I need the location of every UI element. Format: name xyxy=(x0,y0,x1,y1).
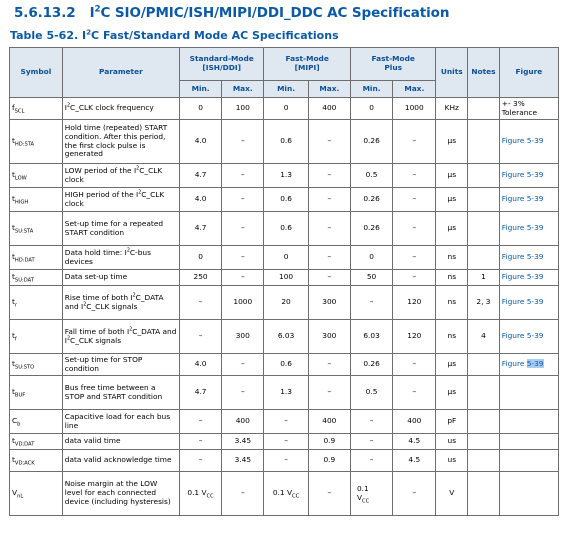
value-cell: 0.1 $V_{CC}$ xyxy=(350,472,392,516)
value-cell: 4.0 xyxy=(179,354,221,376)
units-cell: ns xyxy=(436,270,468,286)
value-cell: – xyxy=(222,472,264,516)
value-cell: – xyxy=(393,354,436,376)
value-cell: 300 xyxy=(222,320,264,354)
figure-link[interactable]: Figure 5-39 xyxy=(499,188,558,212)
value-cell: 0.6 xyxy=(264,354,308,376)
header-standard-mode: Standard-Mode [ISH/DDI] xyxy=(179,48,263,81)
value-cell: 20 xyxy=(264,286,308,320)
units-cell: pF xyxy=(436,410,468,434)
parameter-cell: Bus free time between a STOP and START condition xyxy=(62,376,179,410)
figure-link[interactable]: Figure 5-39 xyxy=(499,212,558,246)
value-cell: 50 xyxy=(350,270,392,286)
figure-link[interactable]: Figure 5-39 xyxy=(499,354,558,376)
units-cell: ns xyxy=(436,320,468,354)
ac-spec-table xyxy=(9,47,559,516)
figure-cell xyxy=(499,472,558,516)
parameter-cell: data valid time xyxy=(62,434,179,450)
table-row xyxy=(10,434,559,450)
figure-cell xyxy=(499,450,558,472)
value-cell: 100 xyxy=(264,270,308,286)
figure-link[interactable]: Figure 5-39 xyxy=(499,286,558,320)
value-cell: – xyxy=(179,286,221,320)
value-cell: – xyxy=(308,270,350,286)
value-cell: – xyxy=(393,188,436,212)
value-cell: 0.26 xyxy=(350,212,392,246)
symbol-cell: $t_r$ xyxy=(10,286,63,320)
table-row xyxy=(10,212,559,246)
value-cell: – xyxy=(179,450,221,472)
units-cell: µs xyxy=(436,376,468,410)
value-cell: 0 xyxy=(350,246,392,270)
value-cell: 0.26 xyxy=(350,120,392,164)
value-cell: 0.1 $V_{CC}$ xyxy=(179,472,221,516)
value-cell: 0 xyxy=(264,98,308,120)
section-title xyxy=(14,5,449,21)
table-row xyxy=(10,320,559,354)
value-cell: – xyxy=(222,246,264,270)
value-cell: 0.9 xyxy=(308,434,350,450)
parameter-cell: HIGH period of the $I^2C\_CLK$ clock xyxy=(62,188,179,212)
header-notes: Notes xyxy=(468,48,500,98)
figure-cell xyxy=(499,434,558,450)
units-cell: µs xyxy=(436,354,468,376)
units-cell: us xyxy=(436,450,468,472)
parameter-cell: LOW period of the $I^2C\_CLK$ clock xyxy=(62,164,179,188)
notes-cell xyxy=(468,246,500,270)
header-fast-mode-plus: Fast-Mode Plus xyxy=(350,48,436,81)
value-cell: – xyxy=(308,212,350,246)
value-cell: 0 xyxy=(264,246,308,270)
value-cell: – xyxy=(222,354,264,376)
selection-highlight: 5-39 xyxy=(526,359,544,369)
symbol-cell: $t_{HD:STA}$ xyxy=(10,120,63,164)
parameter-cell: Data set-up time xyxy=(62,270,179,286)
value-cell: – xyxy=(264,434,308,450)
symbol-cell: $t_f$ xyxy=(10,320,63,354)
value-cell: 1.3 xyxy=(264,376,308,410)
value-cell: 4.7 xyxy=(179,376,221,410)
value-cell: – xyxy=(350,286,392,320)
table-row xyxy=(10,98,559,120)
value-cell: 4.7 xyxy=(179,164,221,188)
value-cell: – xyxy=(179,320,221,354)
notes-cell xyxy=(468,434,500,450)
value-cell: 300 xyxy=(308,320,350,354)
section-number: 5.6.13.2 xyxy=(14,5,76,21)
table-body xyxy=(10,98,559,516)
figure-cell: +- 3% Tolerance xyxy=(499,98,558,120)
value-cell: – xyxy=(308,120,350,164)
figure-link[interactable]: Figure 5-39 xyxy=(499,164,558,188)
symbol-cell: $t_{VD;DAT}$ xyxy=(10,434,63,450)
value-cell: – xyxy=(308,354,350,376)
value-cell: 0.26 xyxy=(350,354,392,376)
value-cell: 1.3 xyxy=(264,164,308,188)
value-cell: 3.45 xyxy=(222,434,264,450)
symbol-cell: $t_{HIGH}$ xyxy=(10,188,63,212)
value-cell: 6.03 xyxy=(264,320,308,354)
symbol-cell: $t_{SU:STO}$ xyxy=(10,354,63,376)
notes-cell xyxy=(468,188,500,212)
figure-link[interactable]: Figure 5-39 xyxy=(499,120,558,164)
value-cell: – xyxy=(308,376,350,410)
value-cell: 0 xyxy=(179,246,221,270)
value-cell: 400 xyxy=(308,410,350,434)
header-max: Max. xyxy=(393,81,436,98)
parameter-cell: $I^2C\_CLK$ clock frequency xyxy=(62,98,179,120)
value-cell: 4.0 xyxy=(179,188,221,212)
header-min: Min. xyxy=(350,81,392,98)
units-cell: ns xyxy=(436,286,468,320)
header-fast-mode: Fast-Mode [MIPI] xyxy=(264,48,351,81)
parameter-cell: Set-up time for STOP condition xyxy=(62,354,179,376)
header-units: Units xyxy=(436,48,468,98)
value-cell: 300 xyxy=(308,286,350,320)
parameter-cell: Noise margin at the LOW level for each connected device (including hysteresis) xyxy=(62,472,179,516)
value-cell: – xyxy=(393,472,436,516)
value-cell: 0.9 xyxy=(308,450,350,472)
figure-cell xyxy=(499,410,558,434)
value-cell: 400 xyxy=(393,410,436,434)
value-cell: 0.5 xyxy=(350,376,392,410)
notes-cell xyxy=(468,120,500,164)
value-cell: – xyxy=(179,410,221,434)
value-cell: 4.5 xyxy=(393,450,436,472)
value-cell: – xyxy=(393,212,436,246)
table-row xyxy=(10,164,559,188)
header-max: Max. xyxy=(222,81,264,98)
value-cell: 250 xyxy=(179,270,221,286)
header-symbol: Symbol xyxy=(10,48,63,98)
value-cell: 400 xyxy=(308,98,350,120)
table-row xyxy=(10,410,559,434)
value-cell: – xyxy=(179,434,221,450)
value-cell: – xyxy=(350,434,392,450)
value-cell: 0.5 xyxy=(350,164,392,188)
symbol-cell: $C_b$ xyxy=(10,410,63,434)
units-cell: ns xyxy=(436,246,468,270)
value-cell: – xyxy=(222,212,264,246)
notes-cell xyxy=(468,450,500,472)
header-min: Min. xyxy=(179,81,221,98)
parameter-cell: Hold time (repeated) START condition. After this period, the first clock pulse is generated xyxy=(62,120,179,164)
value-cell: – xyxy=(222,188,264,212)
units-cell: µs xyxy=(436,188,468,212)
table-row xyxy=(10,376,559,410)
parameter-cell: Set-up time for a repeated START condition xyxy=(62,212,179,246)
value-cell: 0 xyxy=(179,98,221,120)
value-cell: 0.6 xyxy=(264,120,308,164)
table-row xyxy=(10,188,559,212)
figure-link[interactable]: Figure 5-39 xyxy=(499,270,558,286)
header-figure: Figure xyxy=(499,48,558,98)
value-cell: – xyxy=(222,164,264,188)
symbol-cell: $t_{SU:STA}$ xyxy=(10,212,63,246)
notes-cell xyxy=(468,98,500,120)
notes-cell xyxy=(468,212,500,246)
value-cell: 0.6 xyxy=(264,188,308,212)
value-cell: 0 xyxy=(350,98,392,120)
value-cell: 0.6 xyxy=(264,212,308,246)
value-cell: – xyxy=(350,450,392,472)
value-cell: – xyxy=(350,410,392,434)
value-cell: 100 xyxy=(222,98,264,120)
value-cell: – xyxy=(222,270,264,286)
symbol-cell: $t_{LOW}$ xyxy=(10,164,63,188)
value-cell: 6.03 xyxy=(350,320,392,354)
notes-cell xyxy=(468,354,500,376)
value-cell: 1000 xyxy=(393,98,436,120)
value-cell: – xyxy=(393,376,436,410)
symbol-cell: $t_{HD:DAT}$ xyxy=(10,246,63,270)
value-cell: – xyxy=(393,246,436,270)
value-cell: 120 xyxy=(393,286,436,320)
header-min: Min. xyxy=(264,81,308,98)
units-cell: us xyxy=(436,434,468,450)
value-cell: 3.45 xyxy=(222,450,264,472)
parameter-cell: Capacitive load for each bus line xyxy=(62,410,179,434)
value-cell: – xyxy=(393,270,436,286)
table-row xyxy=(10,120,559,164)
value-cell: 0.1 $V_{CC}$ xyxy=(264,472,308,516)
notes-cell xyxy=(468,376,500,410)
value-cell: 1000 xyxy=(222,286,264,320)
notes-cell: 2, 3 xyxy=(468,286,500,320)
value-cell: 4.7 xyxy=(179,212,221,246)
parameter-cell: data valid acknowledge time xyxy=(62,450,179,472)
header-parameter: Parameter xyxy=(62,48,179,98)
value-cell: – xyxy=(308,164,350,188)
units-cell: KHz xyxy=(436,98,468,120)
units-cell: µs xyxy=(436,164,468,188)
notes-cell: 4 xyxy=(468,320,500,354)
notes-cell: 1 xyxy=(468,270,500,286)
notes-cell xyxy=(468,164,500,188)
notes-cell xyxy=(468,472,500,516)
value-cell: 4.0 xyxy=(179,120,221,164)
figure-link[interactable]: Figure 5-39 xyxy=(499,320,558,354)
table-row xyxy=(10,450,559,472)
table-row xyxy=(10,270,559,286)
section-title-text: $I^2C$ SIO/PMIC/ISH/MIPI/DDI_DDC AC Specification xyxy=(89,4,450,21)
value-cell: 400 xyxy=(222,410,264,434)
parameter-cell: Rise time of both $I^2C\_DATA$ and $I^2C\_CLK$ signals xyxy=(62,286,179,320)
value-cell: – xyxy=(308,472,350,516)
figure-cell xyxy=(499,376,558,410)
table-row xyxy=(10,472,559,516)
units-cell: µs xyxy=(436,120,468,164)
parameter-cell: Fall time of both $I^2C\_DATA$ and $I^2C\_CLK$ signals xyxy=(62,320,179,354)
notes-cell xyxy=(468,410,500,434)
value-cell: 120 xyxy=(393,320,436,354)
table-row xyxy=(10,354,559,376)
units-cell: µs xyxy=(436,212,468,246)
value-cell: – xyxy=(393,120,436,164)
value-cell: – xyxy=(222,376,264,410)
value-cell: – xyxy=(264,450,308,472)
symbol-cell: $f_{SCL}$ xyxy=(10,98,63,120)
table-row xyxy=(10,286,559,320)
symbol-cell: $t_{BUF}$ xyxy=(10,376,63,410)
value-cell: 0.26 xyxy=(350,188,392,212)
symbol-cell: $t_{SU:DAT}$ xyxy=(10,270,63,286)
value-cell: – xyxy=(308,188,350,212)
table-title: Table 5-62. $I^2C$ Fast/Standard Mode AC Specifications xyxy=(10,27,339,42)
parameter-cell: Data hold time: $I^2C$-bus devices xyxy=(62,246,179,270)
value-cell: – xyxy=(264,410,308,434)
value-cell: – xyxy=(393,164,436,188)
value-cell: – xyxy=(222,120,264,164)
symbol-cell: $t_{VD;ACK}$ xyxy=(10,450,63,472)
value-cell: – xyxy=(308,246,350,270)
symbol-cell: $V_{nL}$ xyxy=(10,472,63,516)
units-cell: V xyxy=(436,472,468,516)
value-cell: 4.5 xyxy=(393,434,436,450)
table-row xyxy=(10,246,559,270)
header-max: Max. xyxy=(308,81,350,98)
figure-link[interactable]: Figure 5-39 xyxy=(499,246,558,270)
